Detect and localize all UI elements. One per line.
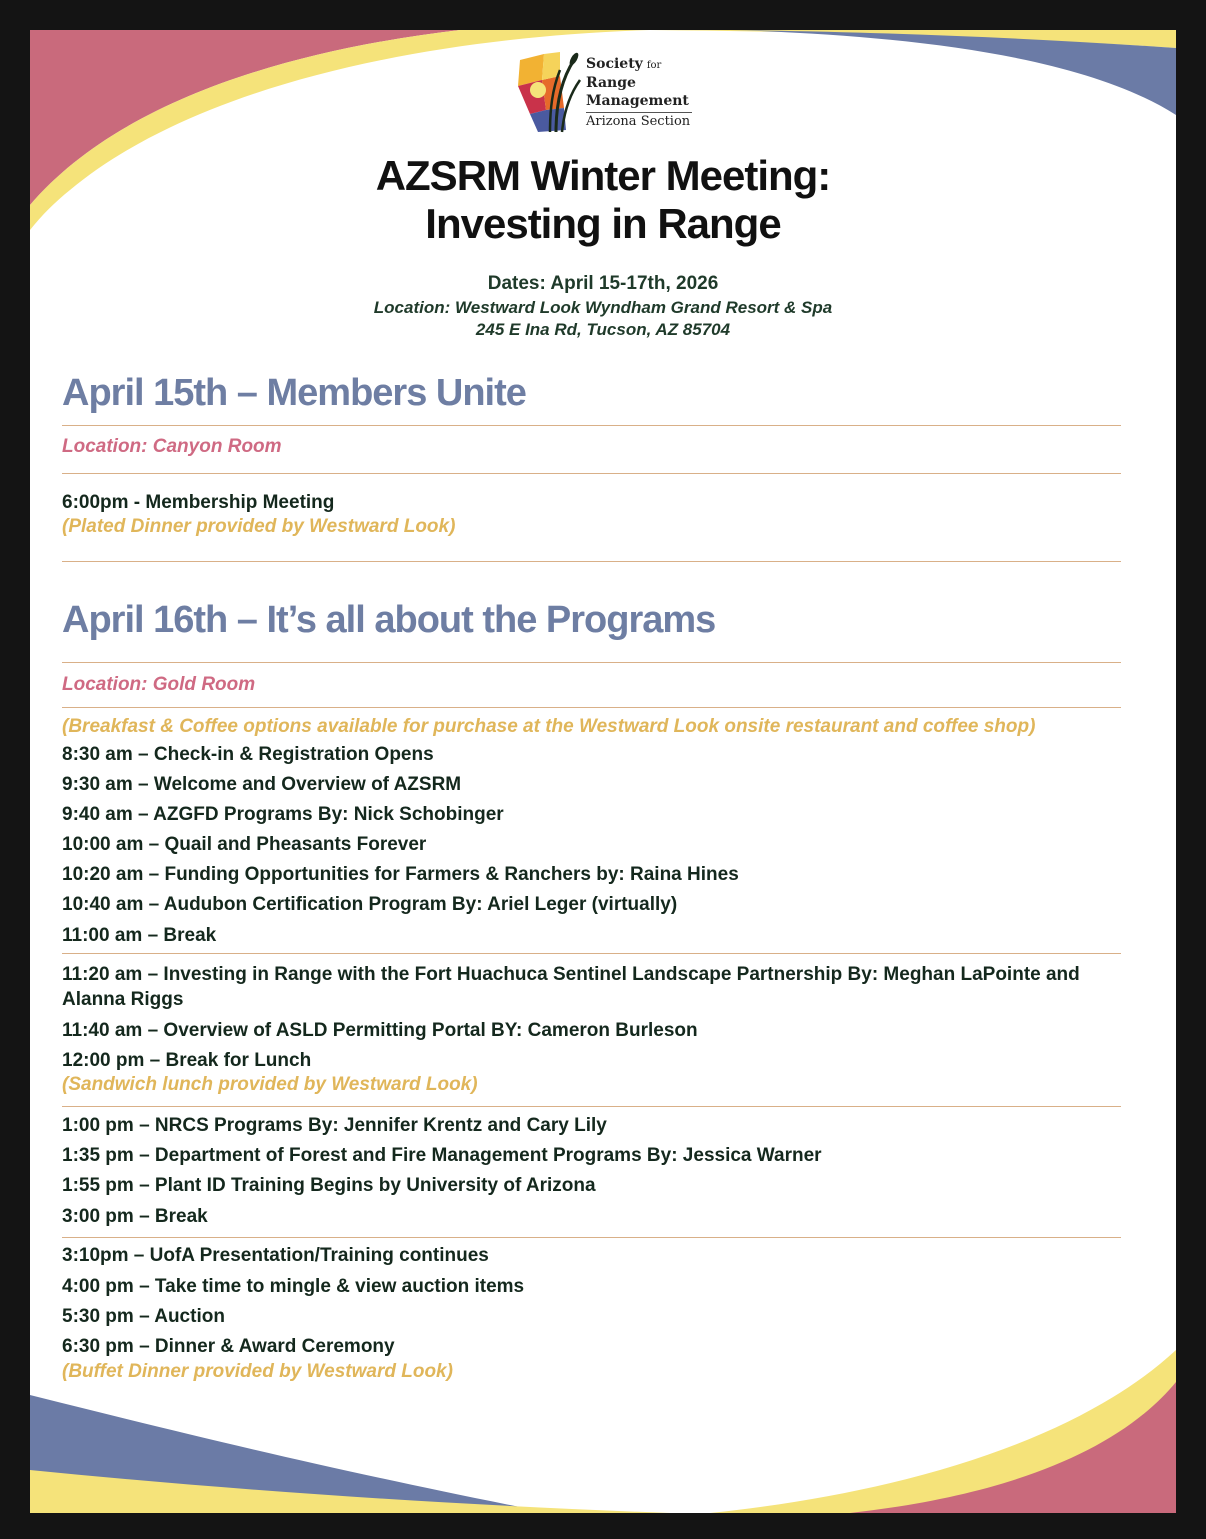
lunch-note: (Sandwich lunch provided by Westward Look): [62, 1074, 478, 1095]
event-location: [30, 297, 1176, 341]
page-title: [30, 152, 1176, 248]
schedule-item: 5:30 pm – Auction: [62, 1306, 225, 1327]
schedule-item: 6:30 pm – Dinner & Award Ceremony: [62, 1336, 395, 1357]
schedule-item: 10:00 am – Quail and Pheasants Forever: [62, 834, 427, 855]
dinner-note: (Plated Dinner provided by Westward Look): [62, 516, 456, 537]
schedule-item: 8:30 am – Check-in & Registration Opens: [62, 744, 434, 765]
schedule-item: 4:00 pm – Take time to mingle & view auction items: [62, 1276, 525, 1297]
location-venue: Location: Westward Look Wyndham Grand Resort & Spa: [373, 298, 833, 317]
day1-heading: April 15th – Members Unite: [62, 372, 526, 414]
divider: [62, 662, 1121, 663]
logo-text-section: Arizona Section: [586, 114, 691, 129]
schedule-item: 11:40 am – Overview of ASLD Permitting Portal BY: Cameron Burleson: [62, 1020, 698, 1041]
society-logo: [516, 50, 696, 134]
logo-text-for: for: [646, 60, 662, 71]
day2-heading: April 16th – It’s all about the Programs: [62, 599, 716, 641]
schedule-item: 10:20 am – Funding Opportunities for Farmers & Ranchers by: Raina Hines: [62, 864, 739, 885]
schedule-item: 10:40 am – Audubon Certification Program By: Ariel Leger (virtually): [62, 894, 678, 915]
divider: [62, 1237, 1121, 1238]
logo-text-management: Management: [586, 93, 689, 109]
breakfast-note: (Breakfast & Coffee options available for purchase at the Westward Look onsite restaurant and coffee shop): [62, 716, 1036, 737]
divider: [62, 473, 1121, 474]
schedule-item: 9:40 am – AZGFD Programs By: Nick Schobinger: [62, 804, 504, 825]
schedule-item: 11:20 am – Investing in Range with the Fort Huachuca Sentinel Landscape Partnership By: Meghan LaPointe and Alanna Riggs: [62, 964, 1080, 1010]
schedule-item: 1:00 pm – NRCS Programs By: Jennifer Krentz and Cary Lily: [62, 1115, 607, 1136]
schedule-item: 9:30 am – Welcome and Overview of AZSRM: [62, 774, 462, 795]
divider: [62, 953, 1121, 954]
title-line-2: Investing in Range: [425, 200, 781, 247]
buffet-note: (Buffet Dinner provided by Westward Look): [62, 1361, 453, 1382]
schedule-item: 3:00 pm – Break: [62, 1206, 208, 1227]
divider: [62, 1106, 1121, 1107]
arizona-sun-icon: [516, 50, 584, 134]
schedule-item: 12:00 pm – Break for Lunch: [62, 1050, 312, 1071]
divider: [62, 425, 1121, 426]
title-line-1: AZSRM Winter Meeting:: [375, 152, 831, 199]
day2-location: Location: Gold Room: [62, 674, 256, 695]
logo-text-society: Society: [586, 56, 643, 72]
location-address: 245 E Ina Rd, Tucson, AZ 85704: [475, 320, 731, 339]
flyer-page: [30, 30, 1176, 1513]
schedule-item: 1:55 pm – Plant ID Training Begins by University of Arizona: [62, 1175, 596, 1196]
schedule-item: 3:10pm – UofA Presentation/Training continues: [62, 1245, 489, 1266]
schedule-item: 6:00pm - Membership Meeting: [62, 492, 335, 513]
divider: [62, 707, 1121, 708]
divider: [62, 561, 1121, 562]
schedule-item: 1:35 pm – Department of Forest and Fire Management Programs By: Jessica Warner: [62, 1145, 822, 1166]
logo-text-range: Range: [586, 75, 636, 91]
logo-divider: [586, 112, 692, 113]
event-dates: Dates: April 15-17th, 2026: [487, 273, 719, 294]
day1-location: Location: Canyon Room: [62, 436, 282, 457]
schedule-item: 11:00 am – Break: [62, 925, 217, 946]
